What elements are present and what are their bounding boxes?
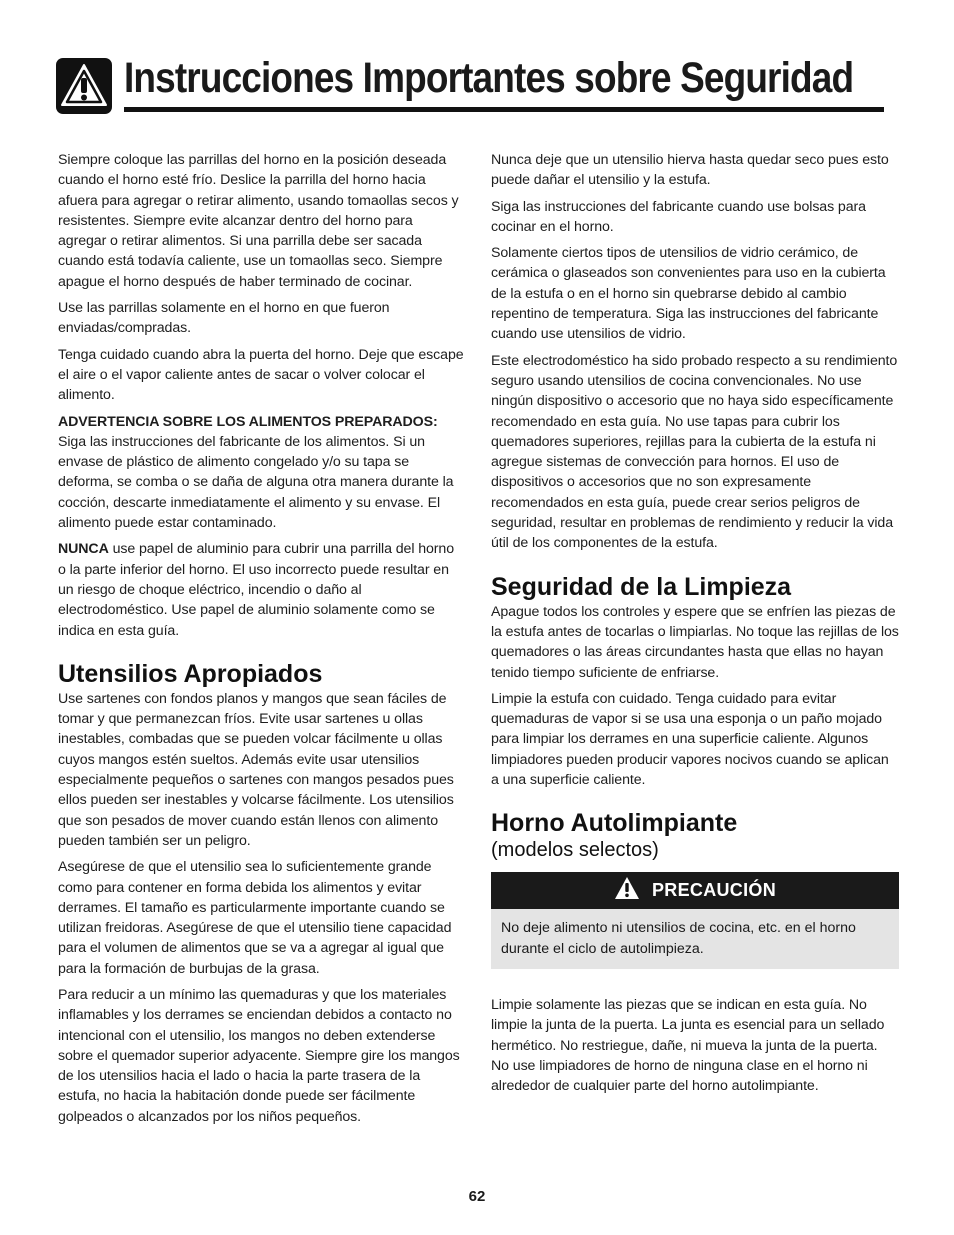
- paragraph-prepared-food-warning: [58, 412, 464, 534]
- paragraph-oven-racks: Siempre coloque las parrillas del horno en la posición deseada cuando el horno esté frío. Deslice la parrilla del horno hacia afuera para agregar o retirar alimento, usando tomaollas secos y resistentes. Siempre evite alcanzar dentro del horno para agregar o retirar alimentos. Si una parrilla debe ser sacada cuando está todavía caliente, use un tomaollas seco. Siempre apague el horno después de haber terminado de cocinar.: [58, 152, 459, 290]
- caution-box: [491, 872, 899, 969]
- paragraph-oven-door: Tenga cuidado cuando abra la puerta del horno. Deje que escape el aire o el vapor caliente antes de sacar o volver colocar el alimento.: [58, 346, 464, 404]
- paragraph-cleaning-1: Apague todos los controles y espere que se enfríen las piezas de la estufa antes de tocarlas o limpiarlas. No toque las rejillas de los quemadores o las áreas circundantes hasta que ellas no hayan tenido tiempo suficiente de enfriarse.: [491, 603, 899, 681]
- section-subheading-select-models: (modelos selectos): [491, 839, 659, 862]
- paragraph-glass-cookware: Solamente ciertos tipos de utensilios de vidrio cerámico, de cerámica o glaseados son convenientes para uso en la cubierta de la estufa o en el horno sin quebrarse debido al cambio repentino de temperatura. Siga las instrucciones del fabricante cuando use utensilios de vidrio.: [491, 245, 886, 343]
- caution-title: PRECAUCIÓN: [651, 880, 776, 901]
- page-title: Instrucciones Importantes sobre Seguridad: [124, 54, 854, 102]
- paragraph-accessories: Este electrodoméstico ha sido probado respecto a su rendimiento seguro usando utensilios de cocina convencionales. No use ningún dispositivo o accesorio que no haya sido específicamente recomendado en esta guía. No use tapas para cubrir los quemadores superiores, rejillas para la cubierta de la estufa ni agregue sistemas de convección para hornos. El uso de dispositivos o accesorios que no son expresamente recomendados en esta guía, puede crear serios peligros de seguridad, resultar en problemas de rendimiento y reducir la vida útil de los componentes de la estufa.: [491, 352, 898, 552]
- page-header: [56, 52, 854, 116]
- section-heading-self-clean: Horno Autolimpiante: [491, 809, 738, 838]
- paragraph-utensils-1: Use sartenes con fondos planos y mangos que sean fáciles de tomar y que permanezcan fríos. Evite usar sartenes u ollas inestables, combadas que se pueden volcar fácilmente u ollas cuyos mangos estén sueltos. Además evite usar utensilios especialmente pequeños o sartenes con mangos pesados pues ellos pueden ser inestables y volcarse fácilmente. Los utensilios que son pesados de mover cuando están llenos con alimento pueden también ser un peligro.: [58, 690, 454, 849]
- section-heading-cleaning: Seguridad de la Limpieza: [491, 572, 792, 601]
- never-label: NUNCA: [58, 541, 109, 558]
- caution-warning-icon: [614, 876, 640, 905]
- aluminum-foil-text: use papel de aluminio para cubrir una parrilla del horno o la parte inferior del horno. El uso incorrecto puede resultar en un riesgo de choque eléctrico, incendio o daño al electrodoméstico. Use papel de aluminio solamente como se indica en esta guía.: [58, 541, 454, 639]
- paragraph-aluminum-foil: [58, 539, 464, 640]
- right-column: [491, 150, 899, 1102]
- paragraph-cleaning-2: Limpie la estufa con cuidado. Tenga cuidado para evitar quemaduras de vapor si se usa una esponja o un paño mojado para limpiar los derrames en una superficie caliente. Algunos limpiadores pueden producir vapores nocivos cuando se aplican a una superficie caliente.: [491, 690, 889, 789]
- prepared-food-warning-heading: ADVERTENCIA SOBRE LOS ALIMENTOS PREPARADOS:: [58, 413, 438, 430]
- caution-header: [491, 872, 899, 909]
- paragraph-cooking-bags: Siga las instrucciones del fabricante cuando use bolsas para cocinar en el horno.: [491, 198, 866, 235]
- warning-triangle-icon: [56, 58, 112, 114]
- paragraph-boil-dry: Nunca deje que un utensilio hierva hasta quedar seco pues esto puede dañar el utensilio y la estufa.: [491, 152, 889, 189]
- left-column: [58, 150, 464, 1133]
- page-number: 62: [468, 1188, 486, 1205]
- prepared-food-warning-text: Siga las instrucciones del fabricante de los alimentos. Si un envase de plástico de alimento congelado y/o su tapa se deforma, se comba o se daña de alguna otra manera durante la cocción, descarte inmediatamente el alimento y su envase. El alimento puede estar contaminado.: [58, 433, 454, 532]
- section-heading-utensils: Utensilios Apropiados: [58, 659, 323, 688]
- paragraph-racks-use: Use las parrillas solamente en el horno en que fueron enviadas/compradas.: [58, 300, 390, 337]
- paragraph-self-clean: Limpie solamente las piezas que se indican en esta guía. No limpie la junta de la puerta. La junta es esencial para un sellado hermético. No restriegue, dañe, ni mueva la junta de la puerta. No use limpiadores de horno de ninguna clase en el horno ni alrededor de cualquier parte del horno autolimpiante.: [491, 996, 885, 1095]
- paragraph-utensils-3: Para reducir a un mínimo las quemaduras y que los materiales inflamables y los derrames se enciendan debidos a contacto no intencional con el utensilio, los mangos no deben extenderse sobre el quemador superior adyacente. Siempre gire los mangos de los utensilios hacia el lado o hacia la parte trasera de la estufa, no hacia la habitación donde puede ser fácilmente golpeados o alcanzados por los niños pequeños.: [58, 986, 460, 1125]
- title-underline: [124, 107, 884, 112]
- paragraph-utensils-2: Asegúrese de que el utensilio sea lo suficientemente grande como para contener en forma debida los alimentos y evitar derrames. El tamaño es particularmente importante cuando se utilizan freidoras. Asegúrese de que el utensilio tiene capacidad para el volumen de alimentos que se va a agregar al igual que para la formación de burbujas de la grasa.: [58, 859, 452, 977]
- caution-text: No deje alimento ni utensilios de cocina, etc. en el horno durante el ciclo de autolimpieza.: [501, 920, 856, 957]
